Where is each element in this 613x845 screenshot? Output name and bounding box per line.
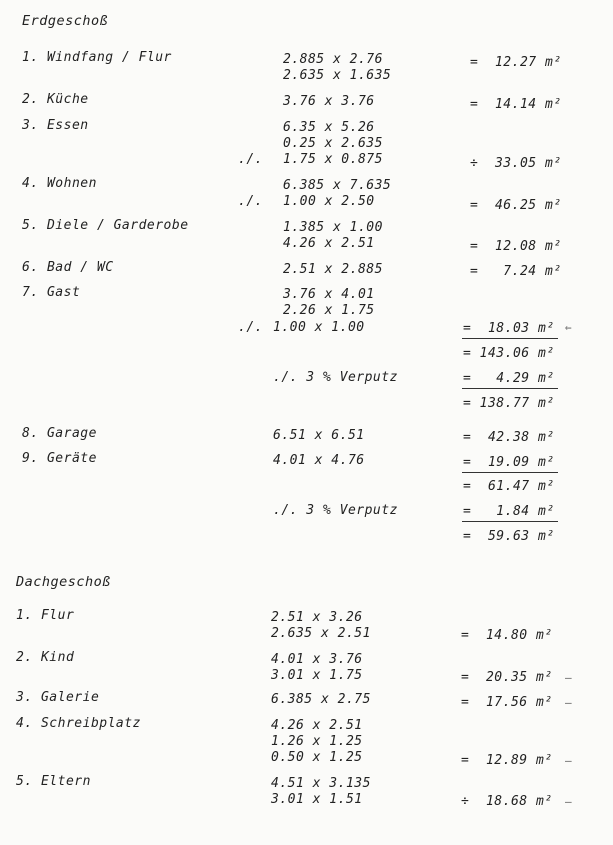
room-dimension: 6.35 x 5.26 bbox=[283, 120, 375, 135]
room-dimension: 1.385 x 1.00 bbox=[283, 220, 383, 235]
room-area: = 42.38 m² bbox=[463, 430, 555, 445]
dash-mark-icon: — bbox=[565, 754, 572, 767]
room-area: = 12.08 m² bbox=[470, 239, 562, 254]
room-area: = 12.89 m² bbox=[461, 753, 553, 768]
room-label: 2. Küche bbox=[22, 92, 89, 107]
room-label: 6. Bad / WC bbox=[22, 260, 114, 275]
dash-mark-icon: — bbox=[565, 795, 572, 808]
room-label: 4. Schreibplatz bbox=[16, 716, 141, 731]
dachgeschoss-heading: Dachgeschoß bbox=[16, 574, 111, 590]
room-area: ÷ 33.05 m² bbox=[470, 156, 562, 171]
plaster-deduction-value: = 1.84 m² bbox=[463, 504, 555, 519]
plaster-deduction-label: ./. 3 % Verputz bbox=[273, 503, 398, 518]
room-dimension: 4.01 x 4.76 bbox=[273, 453, 365, 468]
room-dimension: 0.25 x 2.635 bbox=[283, 136, 383, 151]
room-area: = 12.27 m² bbox=[470, 55, 562, 70]
room-dimension: 2.635 x 2.51 bbox=[271, 626, 371, 641]
subtotal: = 61.47 m² bbox=[463, 479, 555, 494]
subtotal: = 143.06 m² bbox=[463, 346, 555, 361]
room-dimension: 6.385 x 2.75 bbox=[271, 692, 371, 707]
room-label: 3. Galerie bbox=[16, 690, 100, 705]
room-dimension: 1.75 x 0.875 bbox=[283, 152, 383, 167]
room-dimension: 3.01 x 1.75 bbox=[271, 668, 363, 683]
room-dimension: 2.885 x 2.76 bbox=[283, 52, 383, 67]
room-label: 1. Flur bbox=[16, 608, 75, 623]
dash-mark-icon: — bbox=[565, 671, 572, 684]
room-dimension: 2.51 x 2.885 bbox=[283, 262, 383, 277]
sum-rule bbox=[462, 388, 558, 389]
room-dimension: 3.76 x 4.01 bbox=[283, 287, 375, 302]
room-area: = 46.25 m² bbox=[470, 198, 562, 213]
room-label: 9. Geräte bbox=[22, 451, 97, 466]
room-dimension: 6.51 x 6.51 bbox=[273, 428, 365, 443]
total: = 59.63 m² bbox=[463, 529, 555, 544]
total: = 138.77 m² bbox=[463, 396, 555, 411]
room-dimension: 2.26 x 1.75 bbox=[283, 303, 375, 318]
room-dimension: 4.26 x 2.51 bbox=[271, 718, 363, 733]
room-area: ÷ 18.68 m² bbox=[461, 794, 553, 809]
minus-marker: ./. bbox=[238, 194, 263, 209]
room-area: = 18.03 m² bbox=[463, 321, 555, 336]
room-label: 8. Garage bbox=[22, 426, 97, 441]
room-area: = 17.56 m² bbox=[461, 695, 553, 710]
room-label: 4. Wohnen bbox=[22, 176, 97, 191]
sum-rule bbox=[462, 472, 558, 473]
room-area: = 20.35 m² bbox=[461, 670, 553, 685]
room-dimension: 6.385 x 7.635 bbox=[283, 178, 392, 193]
room-dimension: 1.00 x 1.00 bbox=[273, 320, 365, 335]
room-area: = 19.09 m² bbox=[463, 455, 555, 470]
room-dimension: 2.635 x 1.635 bbox=[283, 68, 392, 83]
room-area: = 14.14 m² bbox=[470, 97, 562, 112]
room-dimension: 3.01 x 1.51 bbox=[271, 792, 363, 807]
room-dimension: 2.51 x 3.26 bbox=[271, 610, 363, 625]
room-label: 7. Gast bbox=[22, 285, 81, 300]
plaster-deduction-value: = 4.29 m² bbox=[463, 371, 555, 386]
room-label: 1. Windfang / Flur bbox=[22, 50, 172, 65]
room-dimension: 1.26 x 1.25 bbox=[271, 734, 363, 749]
room-dimension: 4.26 x 2.51 bbox=[283, 236, 375, 251]
room-area: = 14.80 m² bbox=[461, 628, 553, 643]
room-label: 5. Diele / Garderobe bbox=[22, 218, 189, 233]
room-dimension: 3.76 x 3.76 bbox=[283, 94, 375, 109]
minus-marker: ./. bbox=[238, 320, 263, 335]
room-area: = 7.24 m² bbox=[470, 264, 562, 279]
room-dimension: 4.51 x 3.135 bbox=[271, 776, 371, 791]
plaster-deduction-label: ./. 3 % Verputz bbox=[273, 370, 398, 385]
arrow-mark-icon: ⇐ bbox=[565, 321, 572, 334]
room-dimension: 0.50 x 1.25 bbox=[271, 750, 363, 765]
sum-rule bbox=[462, 521, 558, 522]
erdgeschoss-heading: Erdgeschoß bbox=[22, 13, 109, 29]
room-label: 3. Essen bbox=[22, 118, 89, 133]
room-label: 5. Eltern bbox=[16, 774, 91, 789]
room-dimension: 4.01 x 3.76 bbox=[271, 652, 363, 667]
sum-rule bbox=[462, 338, 558, 339]
room-dimension: 1.00 x 2.50 bbox=[283, 194, 375, 209]
minus-marker: ./. bbox=[238, 152, 263, 167]
room-label: 2. Kind bbox=[16, 650, 75, 665]
dash-mark-icon: — bbox=[565, 696, 572, 709]
